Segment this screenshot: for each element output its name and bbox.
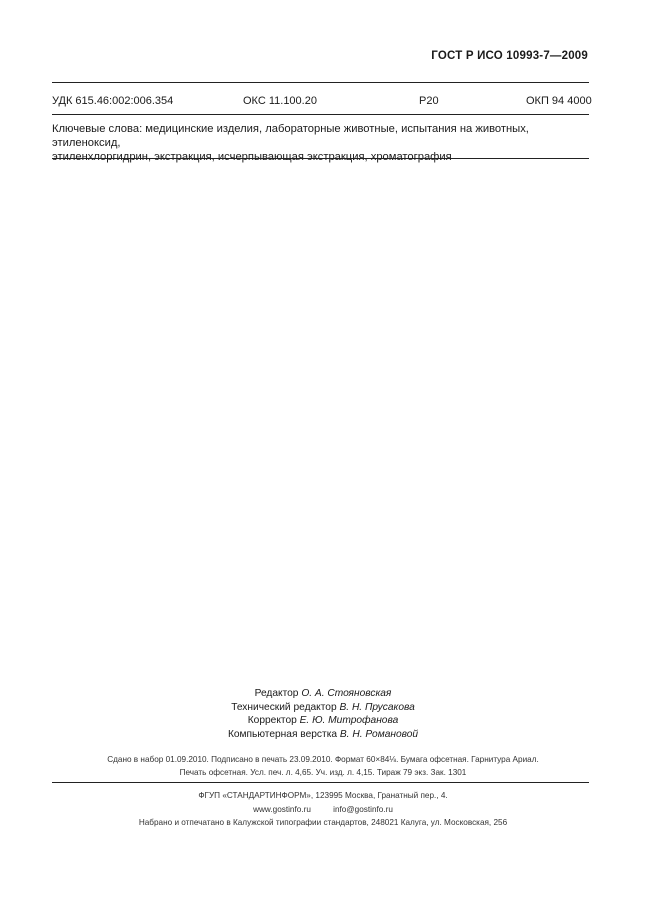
corrector-line [0, 714, 646, 728]
oks-code: ОКС 11.100.20 [243, 95, 317, 107]
publisher-contacts [40, 803, 606, 817]
imprint-line-1: Сдано в набор 01.09.2010. Подписано в печать 23.09.2010. Формат 60×84⅛. Бумага офсетная. Гарнитура Ариал. [107, 755, 539, 764]
tech-editor-label: Технический редактор [231, 701, 337, 713]
keywords-line-1: Ключевые слова: медицинские изделия, лабораторные животные, испытания на животных, этиленоксид, [52, 123, 529, 149]
group-code: Р20 [419, 95, 439, 107]
okp-code: ОКП 94 4000 [526, 95, 592, 107]
credits-block [0, 687, 646, 741]
imprint-line-2: Печать офсетная. Усл. печ. л. 4,65. Уч. изд. л. 4,15. Тираж 79 экз. Зак. 1301 [179, 768, 467, 777]
publisher-block [40, 789, 606, 830]
udk-code: УДК 615.46:002:006.354 [52, 95, 174, 107]
printer-info: Набрано и отпечатано в Калужской типографии стандартов, 248021 Калуга, ул. Московская, 256 [138, 818, 508, 827]
publisher-website[interactable]: www.gostinfo.ru [253, 804, 311, 814]
imprint-rule [52, 782, 589, 783]
editor-line [0, 687, 646, 701]
keywords-rule [52, 158, 589, 159]
corrector-name: Е. Ю. Митрофанова [299, 715, 399, 726]
corrector-label: Корректор [247, 715, 297, 726]
keywords-line-2: этиленхлоргидрин, экстракция, исчерпывающая экстракция, хроматография [52, 151, 452, 163]
editor-label: Редактор [254, 688, 299, 699]
tech-editor-name: В. Н. Прусакова [339, 701, 415, 713]
editor-name: О. А. Стояновская [301, 688, 392, 699]
layout-name: В. Н. Романовой [339, 728, 419, 740]
standard-id: ГОСТ Р ИСО 10993-7—2009 [431, 50, 588, 62]
layout-line [0, 728, 646, 742]
publisher-email[interactable]: info@gostinfo.ru [333, 804, 393, 814]
top-rule [52, 82, 589, 83]
publisher-address: ФГУП «СТАНДАРТИНФОРМ», 123995 Москва, Гранатный пер., 4. [198, 791, 448, 800]
tech-editor-line [0, 701, 646, 715]
mid-rule [52, 114, 589, 115]
layout-label: Компьютерная верстка [227, 728, 338, 740]
